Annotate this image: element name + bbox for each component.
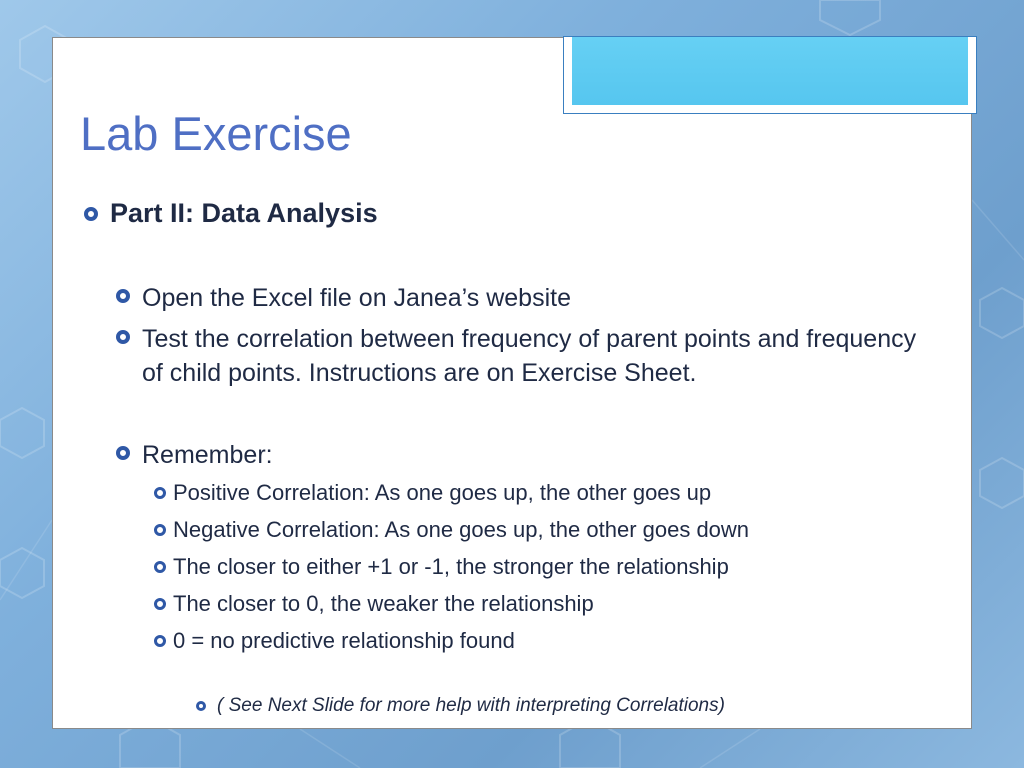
- footnote: [196, 695, 725, 717]
- part-heading: [84, 198, 378, 229]
- accent-tab-fill: [572, 37, 968, 105]
- remember-item-text: The closer to either +1 or -1, the stronger the relationship: [173, 554, 729, 579]
- remember-item-text: Positive Correlation: As one goes up, the other goes up: [173, 480, 712, 505]
- step-text: Test the correlation between frequency of parent points and frequency of child points. Instructions are on Exercise Sheet.: [142, 325, 917, 387]
- bullet-icon: [116, 330, 130, 344]
- remember-item-text: Negative Correlation: As one goes up, the other goes down: [173, 517, 750, 542]
- footnote-text: ( See Next Slide for more help with interpreting Correlations): [217, 695, 725, 716]
- step-item: [116, 322, 926, 390]
- remember-item: [154, 517, 749, 543]
- bullet-icon: [116, 289, 130, 303]
- bullet-icon: [196, 701, 206, 711]
- remember-item-text: The closer to 0, the weaker the relationship: [173, 591, 594, 616]
- remember-label: Remember:: [142, 441, 273, 469]
- remember-item: [154, 591, 594, 617]
- bullet-icon: [154, 561, 166, 573]
- remember-item-text: 0 = no predictive relationship found: [173, 628, 515, 653]
- bullet-icon: [116, 446, 130, 460]
- remember-item: [154, 628, 515, 654]
- bullet-icon: [154, 598, 166, 610]
- step-text: Open the Excel file on Janea’s website: [142, 284, 571, 312]
- bullet-icon: [84, 207, 98, 221]
- remember-item: [154, 480, 711, 506]
- bullet-icon: [154, 524, 166, 536]
- remember-item: [154, 554, 729, 580]
- bullet-icon: [154, 635, 166, 647]
- accent-tab: [563, 36, 977, 114]
- slide-title: Lab Exercise: [80, 107, 352, 160]
- bullet-icon: [154, 487, 166, 499]
- remember-heading: [116, 438, 273, 472]
- step-item: [116, 281, 926, 315]
- part-heading-text: Part II: Data Analysis: [110, 198, 378, 228]
